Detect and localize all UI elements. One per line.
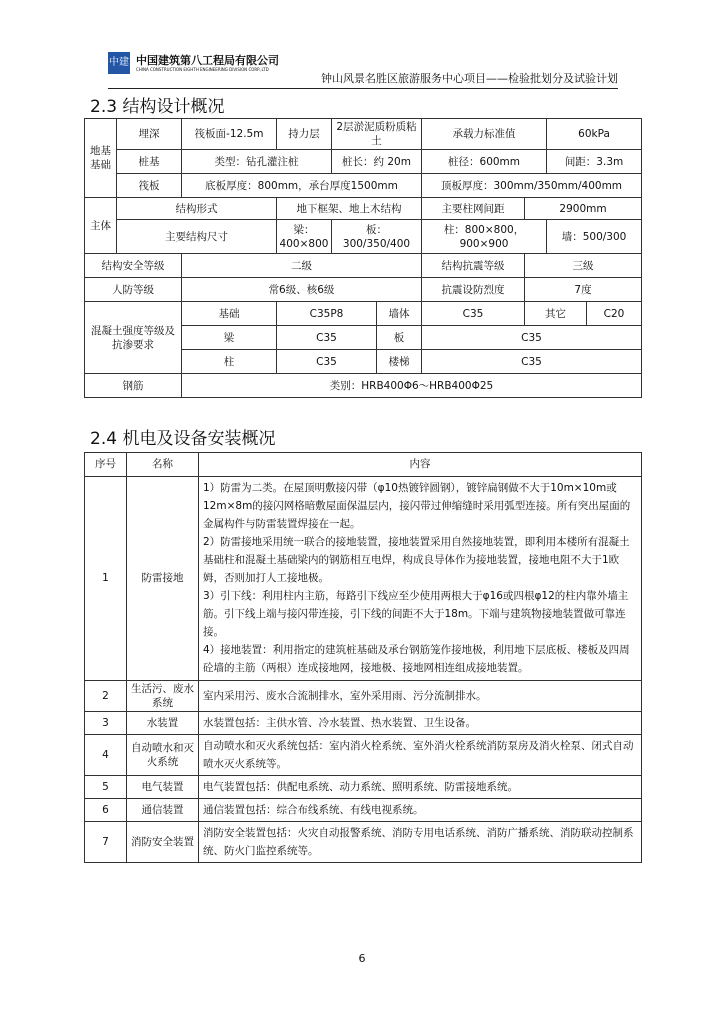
structure-design-table bbox=[84, 118, 642, 398]
member-size-label: 主要结构尺寸 bbox=[117, 220, 277, 254]
table-row bbox=[85, 680, 642, 711]
mep-table bbox=[84, 452, 642, 863]
capacity-label: 承载力标准值 bbox=[422, 119, 547, 150]
conc-slab-value: C35 bbox=[422, 326, 642, 350]
structure-form-value: 地下框架、地上木结构 bbox=[277, 198, 422, 220]
pile-length: 桩长：约 20m bbox=[332, 150, 422, 174]
conc-foundation-value: C35P8 bbox=[277, 302, 377, 326]
section-2-4-title: 2.4 机电及设备安装概况 bbox=[90, 429, 276, 449]
row-content: 消防安全装置包括：火灾自动报警系统、消防专用电话系统、消防广播系统、消防联动控制系统、防火门监控系统等。 bbox=[199, 822, 642, 863]
page-header bbox=[108, 52, 618, 89]
row-name: 自动喷水和灭火系统 bbox=[127, 734, 199, 775]
table-row bbox=[85, 734, 642, 775]
conc-wall-value: C35 bbox=[422, 302, 525, 326]
intensity-label: 抗震设防烈度 bbox=[422, 278, 525, 302]
conc-col-value: C35 bbox=[277, 350, 377, 374]
foundation-label: 地基基础 bbox=[85, 119, 117, 198]
row-content: 通信装置包括：综合布线系统、有线电视系统。 bbox=[199, 799, 642, 822]
row-name: 消防安全装置 bbox=[127, 822, 199, 863]
civil-defense-label: 人防等级 bbox=[85, 278, 182, 302]
conc-col-label: 柱 bbox=[182, 350, 277, 374]
pile-label: 桩基 bbox=[117, 150, 182, 174]
pile-spacing: 间距：3.3m bbox=[547, 150, 642, 174]
column-size: 柱：800×800，900×900 bbox=[422, 220, 547, 254]
conc-stair-label: 楼梯 bbox=[377, 350, 422, 374]
table-row bbox=[85, 711, 642, 734]
intensity-value: 7度 bbox=[525, 278, 642, 302]
table-row bbox=[85, 477, 642, 681]
conc-wall-label: 墙体 bbox=[377, 302, 422, 326]
seismic-grade-label: 结构抗震等级 bbox=[422, 254, 525, 278]
conc-other-value: C20 bbox=[587, 302, 642, 326]
column-grid-label: 主要柱网间距 bbox=[422, 198, 525, 220]
row-name: 通信装置 bbox=[127, 799, 199, 822]
company-name-en: CHINA CONSTRUCTION EIGHTH ENGINEERING DIVISION CORP.,LTD bbox=[136, 67, 269, 72]
burial-value: 筏板面-12.5m bbox=[182, 119, 277, 150]
conc-stair-value: C35 bbox=[422, 350, 642, 374]
rebar-label: 钢筋 bbox=[85, 374, 182, 398]
wall-size: 墙：500/300 bbox=[547, 220, 642, 254]
raft-top: 顶板厚度：300mm/350mm/400mm bbox=[422, 174, 642, 198]
beam-size: 梁：400×800 bbox=[277, 220, 332, 254]
pile-type: 类型：钻孔灌注桩 bbox=[182, 150, 332, 174]
row-content: 电气装置包括：供配电系统、动力系统、照明系统、防雷接地系统。 bbox=[199, 776, 642, 799]
bearing-layer-value: 2层淤泥质粉质粘土 bbox=[332, 119, 422, 150]
col-header-no: 序号 bbox=[85, 453, 127, 477]
bearing-layer-label: 持力层 bbox=[277, 119, 332, 150]
row-name: 生活污、废水系统 bbox=[127, 680, 199, 711]
row-content: 1）防雷为二类。在屋顶明敷接闪带（φ10热镀锌圆钢），镀锌扁钢做不大于10m×10m或12m×8m的接闪网格暗敷屋面保温层内，接闪带过伸缩缝时采用弧型连接。所有突出屋面的金属构件与防雷装置焊接在一起。 2）防雷接地采用统一联合的接地装置，接地装置采用自然接地装置，即利用本楼所有混凝土基础柱和混凝土基础梁内的钢筋相互电焊，构成良导体作为接地装置，接地电阻不大于1欧姆，否则加打人工接地极。 3）引下线：利用柱内主筋，每路引下线应至少使用两根大于φ16或四根φ12的柱内靠外墙主筋。引下线上端与接闪带连接，引下线的间距不大于18m。下端与建筑物接地装置做可靠连接。 4）接地装置：利用指定的建筑桩基础及承台钢筋笼作接地极，利用地下层底板、楼板及四周砼墙的主筋（两根）连成接地网，接地极、接地网相连组成接地装置。 bbox=[199, 477, 642, 681]
col-header-content: 内容 bbox=[199, 453, 642, 477]
page-number: 6 bbox=[358, 952, 366, 965]
raft-bottom: 底板厚度：800mm，承台厚度1500mm bbox=[182, 174, 422, 198]
col-header-name: 名称 bbox=[127, 453, 199, 477]
row-name: 防雷接地 bbox=[127, 477, 199, 681]
main-label: 主体 bbox=[85, 198, 117, 254]
row-content: 室内采用污、废水合流制排水，室外采用雨、污分流制排水。 bbox=[199, 680, 642, 711]
row-name: 电气装置 bbox=[127, 776, 199, 799]
project-title: 钟山风景名胜区旅游服务中心项目——检验批划分及试验计划 bbox=[321, 72, 618, 85]
row-no: 4 bbox=[85, 734, 127, 775]
row-no: 7 bbox=[85, 822, 127, 863]
slab-size: 板：300/350/400 bbox=[332, 220, 422, 254]
burial-label: 埋深 bbox=[117, 119, 182, 150]
civil-defense-value: 常6级、核6级 bbox=[182, 278, 422, 302]
row-content: 水装置包括：主供水管、冷水装置、热水装置、卫生设备。 bbox=[199, 711, 642, 734]
row-no: 3 bbox=[85, 711, 127, 734]
capacity-value: 60kPa bbox=[547, 119, 642, 150]
section-2-3-title: 2.3 结构设计概况 bbox=[90, 97, 225, 117]
row-content: 自动喷水和灭火系统包括：室内消火栓系统、室外消火栓系统消防泵房及消火栓泵、闭式自动喷水灭火系统等。 bbox=[199, 734, 642, 775]
conc-slab-label: 板 bbox=[377, 326, 422, 350]
row-name: 水装置 bbox=[127, 711, 199, 734]
row-no: 1 bbox=[85, 477, 127, 681]
safety-value: 二级 bbox=[182, 254, 422, 278]
conc-foundation-label: 基础 bbox=[182, 302, 277, 326]
safety-label: 结构安全等级 bbox=[85, 254, 182, 278]
conc-other-label: 其它 bbox=[525, 302, 587, 326]
rebar-value: 类别：HRB400Φ6～HRB400Φ25 bbox=[182, 374, 642, 398]
concrete-label: 混凝土强度等级及抗渗要求 bbox=[85, 302, 182, 374]
company-name-cn: 中国建筑第八工程局有限公司 bbox=[136, 54, 279, 67]
company-logo-icon: 中建 bbox=[108, 52, 130, 74]
table-row bbox=[85, 822, 642, 863]
raft-label: 筏板 bbox=[117, 174, 182, 198]
structure-form-label: 结构形式 bbox=[117, 198, 277, 220]
row-no: 5 bbox=[85, 776, 127, 799]
pile-diameter: 桩径：600mm bbox=[422, 150, 547, 174]
conc-beam-value: C35 bbox=[277, 326, 377, 350]
conc-beam-label: 梁 bbox=[182, 326, 277, 350]
table-row bbox=[85, 776, 642, 799]
column-grid-value: 2900mm bbox=[525, 198, 642, 220]
row-no: 6 bbox=[85, 799, 127, 822]
row-no: 2 bbox=[85, 680, 127, 711]
table-row bbox=[85, 799, 642, 822]
seismic-grade-value: 三级 bbox=[525, 254, 642, 278]
